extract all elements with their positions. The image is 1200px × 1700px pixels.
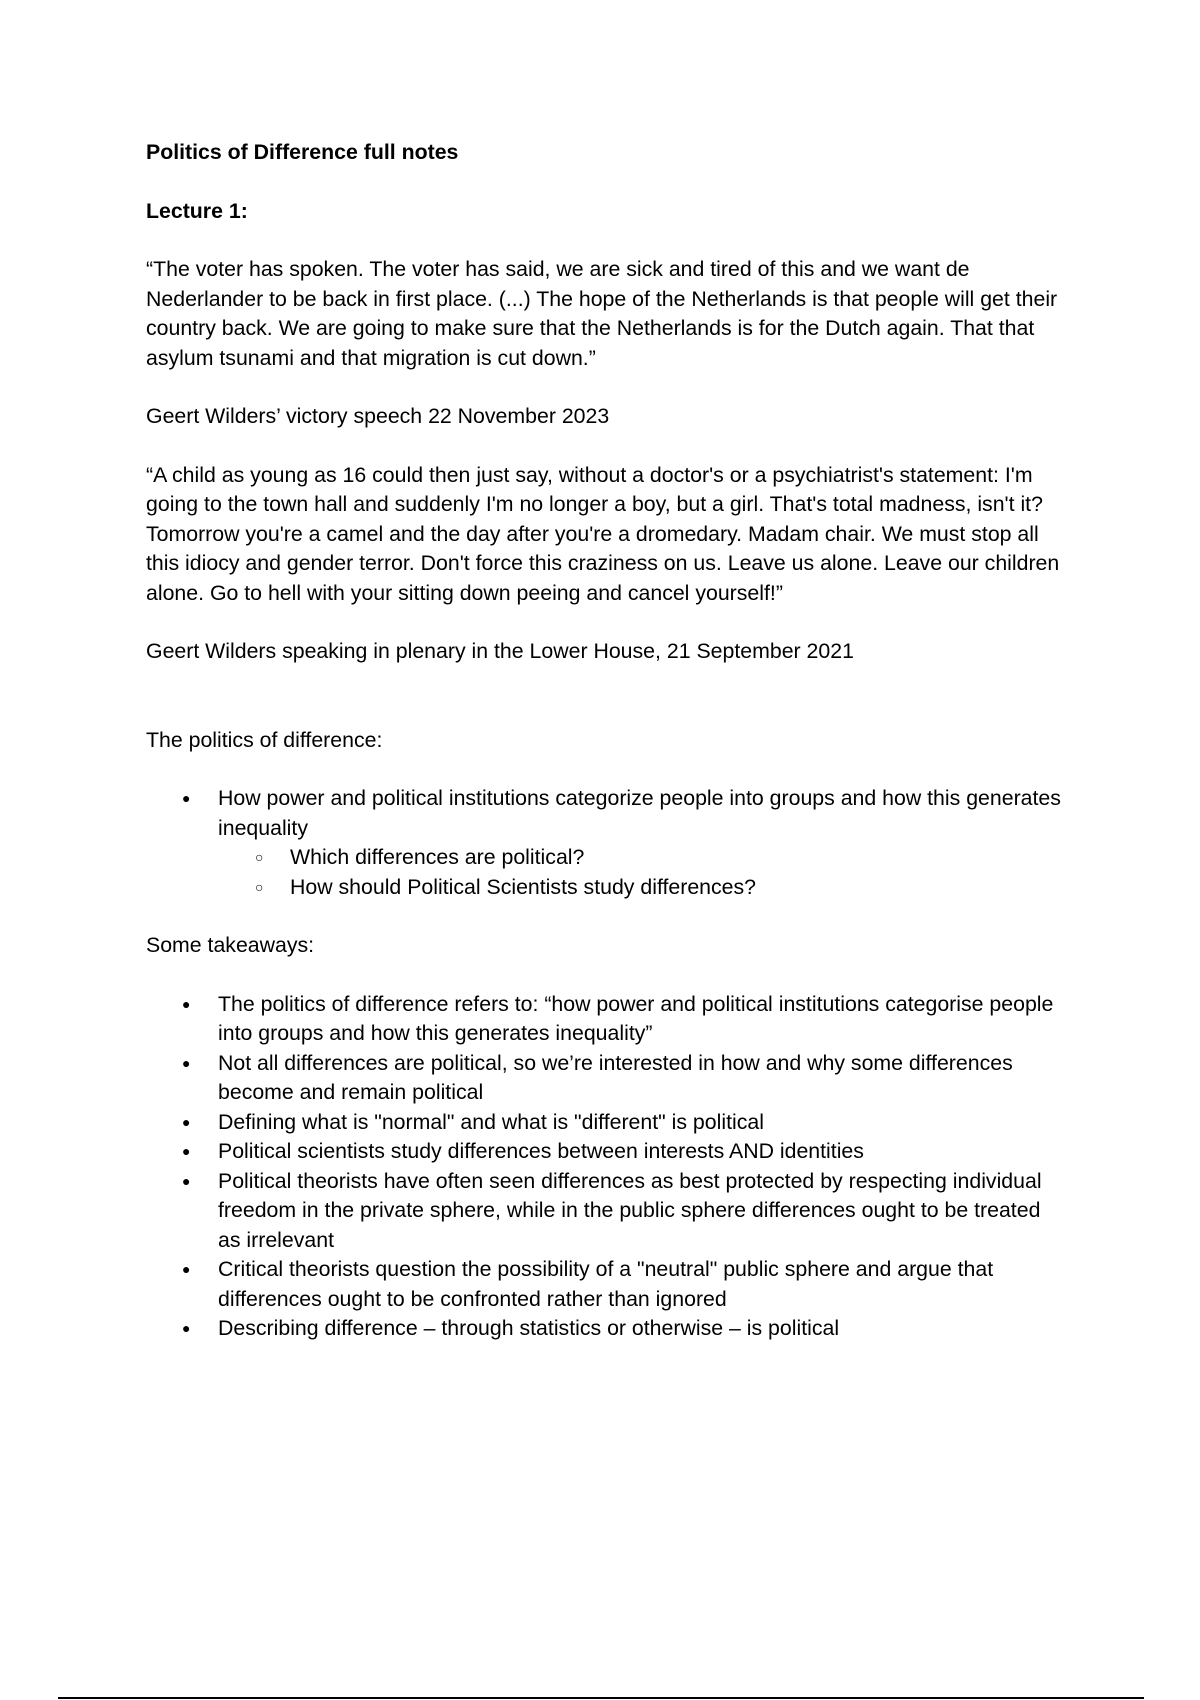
politics-bullet-list (146, 784, 1066, 902)
takeaways-heading: Some takeaways: (146, 933, 315, 957)
lecture-heading: Lecture 1: (146, 198, 248, 223)
list-item: ● Describing difference – through statistics or otherwise – is political (146, 1314, 1066, 1344)
quote-victory-speech: “The voter has spoken. The voter has said, we are sick and tired of this and we want de Nederlander to be back in first place. (...) The hope of the Netherlands is that people will get their country back. We are going to make sure that the Netherlands is for the Dutch again. That that asylum tsunami and that migration is cut down.” (146, 257, 1058, 370)
list-item: ● Critical theorists question the possibility of a "neutral" public sphere and argue that differences ought to be confronted rather than ignored (146, 1255, 1066, 1314)
quote-victory-attribution: Geert Wilders’ victory speech 22 November 2023 (146, 404, 610, 428)
politics-heading: The politics of difference: (146, 727, 383, 752)
takeaways-list (146, 990, 1066, 1344)
sub-bullet-list (218, 843, 1066, 902)
sub-list-item: ○ Which differences are political? (218, 843, 1066, 873)
bullet-text: How power and political institutions categorize people into groups and how this generates inequality (218, 786, 1061, 840)
quote-plenary-attribution: Geert Wilders speaking in plenary in the Lower House, 21 September 2021 (146, 639, 854, 663)
list-item: ● Not all differences are political, so we’re interested in how and why some differences become and remain political (146, 1049, 1066, 1108)
quote-plenary: “A child as young as 16 could then just say, without a doctor's or a psychiatrist's statement: I'm going to the town hall and suddenly I'm no longer a boy, but a girl. That's total madness, isn't it? Tomorrow you're a camel and the day after you're a dromedary. Madam chair. We must stop all this idiocy and gender terror. Don't force this craziness on us. Leave us alone. Leave our children alone. Go to hell with your sitting down peeing and cancel yourself!” (146, 462, 1060, 605)
sub-list-item: ○ How should Political Scientists study differences? (218, 873, 1066, 903)
document-page (146, 138, 1066, 1373)
page-bottom-divider (58, 1697, 1144, 1699)
list-item: ● Political scientists study differences between interests AND identities (146, 1137, 1066, 1167)
list-item: ● Political theorists have often seen differences as best protected by respecting individual freedom in the private sphere, while in the public sphere differences ought to be treated as irrelevant (146, 1167, 1066, 1256)
list-item: ● The politics of difference refers to: “how power and political institutions categorise people into groups and how this generates inequality” (146, 990, 1066, 1049)
document-title: Politics of Difference full notes (146, 140, 459, 164)
list-item (146, 784, 1066, 902)
list-item: ● Defining what is "normal" and what is "different" is political (146, 1108, 1066, 1138)
